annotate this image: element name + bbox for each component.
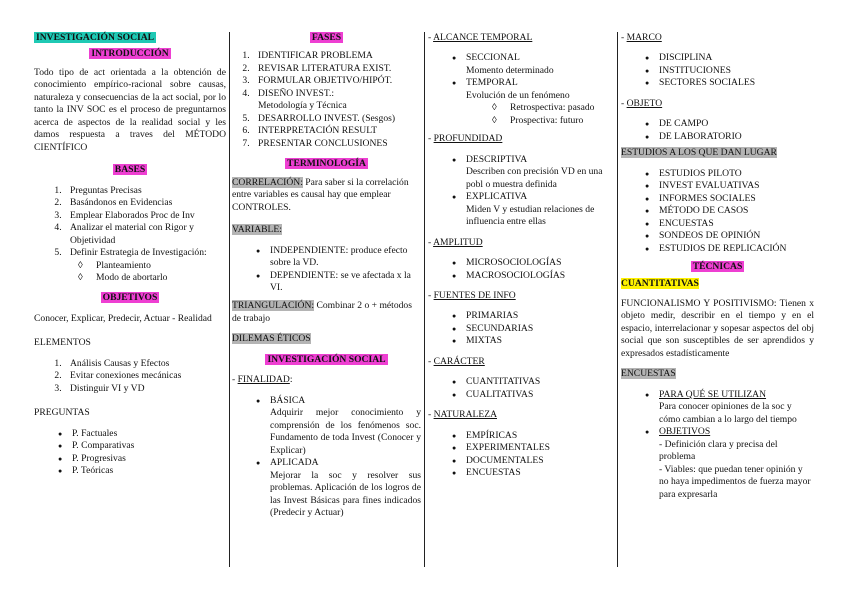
list-item: ● INSTITUCIONES xyxy=(647,65,814,77)
list-item: ● DEPENDIENTE: se ve afectada x la VI. xyxy=(258,270,421,295)
list-item: ● APLICADA Mejorar la soc y resolver sus problemas. Aplicación de los logros de las Invest Básicas para fines indicados (Predecir y Actuar) xyxy=(258,457,421,519)
objetivos-heading: OBJETIVOS xyxy=(102,292,158,304)
list-subitem: ◊ Planteamiento xyxy=(78,260,226,272)
list-item: ● ENCUESTAS xyxy=(454,467,613,479)
list-subitem: ◊ Retrospectiva: pasado xyxy=(492,102,613,114)
list-item: ● EXPLICATIVA Miden V y estudian relaciones de influencia entre ellas xyxy=(454,191,613,228)
dilemas-label: DILEMAS ÉTICOS xyxy=(232,333,311,345)
list-item: 5. DESARROLLO INVEST. (Sesgos) xyxy=(252,113,421,125)
list-subitem: ◊ Modo de abortarlo xyxy=(78,272,226,284)
fases-list xyxy=(232,50,421,150)
finalidad-list xyxy=(232,395,421,520)
list-item: 3. Emplear Elaborados Proc de Inv xyxy=(64,210,226,222)
fuentes-list xyxy=(428,310,613,347)
list-item: ● SONDEOS DE OPINIÓN xyxy=(647,230,814,242)
tecnicas-heading: TÉCNICAS xyxy=(692,261,743,273)
list-item: ● EXPERIMENTALES xyxy=(454,442,613,454)
objeto-list xyxy=(621,118,814,143)
list-item: ● ESTUDIOS DE REPLICACIÓN xyxy=(647,243,814,255)
list-item: 3. Distinguir VI y VD xyxy=(64,383,226,395)
caracter-heading: - CARÁCTER xyxy=(428,355,485,367)
list-item: 7. PRESENTAR CONCLUSIONES xyxy=(252,138,421,150)
list-item: ● ENCUESTAS xyxy=(647,218,814,230)
list-item: ● BÁSICA Adquirir mejor conocimiento y comprensión de los fenómenos soc. Fundamento de toda Invest (Conocer y Explicar) xyxy=(258,395,421,457)
alcance-heading: - ALCANCE TEMPORAL xyxy=(428,32,533,43)
list-item: ● TEMPORAL Evolución de un fenómeno ◊ Retrospectiva: pasado ◊ Prospectiva: futuro xyxy=(454,77,613,127)
list-item: 2. Basándonos en Evidencias xyxy=(64,197,226,209)
list-item: ● MACROSOCIOLOGÍAS xyxy=(454,270,613,282)
list-item: 2. Evitar conexiones mecánicas xyxy=(64,370,226,382)
amplitud-list xyxy=(428,257,613,282)
column-4 xyxy=(621,32,814,501)
caracter-list xyxy=(428,376,613,401)
objetivos-text: Conocer, Explicar, Predecir, Actuar - Realidad xyxy=(34,312,212,324)
list-item: ● P. Comparativas xyxy=(60,440,226,452)
list-item: ● CUALITATIVAS xyxy=(454,389,613,401)
profundidad-heading: - PROFUNDIDAD xyxy=(428,133,503,145)
fases-heading: FASES xyxy=(311,32,342,43)
fuentes-heading: - FUENTES DE INFO xyxy=(428,289,516,301)
column-2 xyxy=(232,32,421,519)
list-item: 1. IDENTIFICAR PROBLEMA xyxy=(252,50,421,62)
list-item: ● P. Progresivas xyxy=(60,453,226,465)
intro-heading: INTRODUCCIÓN xyxy=(91,48,169,60)
list-item: ● P. Factuales xyxy=(60,428,226,440)
list-item: ● DE CAMPO xyxy=(647,118,814,130)
list-item: ● SECTORES SOCIALES xyxy=(647,77,814,89)
list-item: ● EMPÍRICAS xyxy=(454,430,613,442)
column-divider-2 xyxy=(424,32,425,567)
profundidad-list xyxy=(428,154,613,229)
elementos-list xyxy=(34,358,226,395)
main-title: INVESTIGACIÓN SOCIAL xyxy=(36,32,155,43)
list-item: ● INVEST EVALUATIVAS xyxy=(647,180,814,192)
list-item: 2. REVISAR LITERATURA EXIST. xyxy=(252,63,421,75)
preguntas-heading: PREGUNTAS xyxy=(34,407,90,419)
estudios-list xyxy=(621,168,814,255)
correlacion-block: CORRELACIÓN: Para saber si la correlación entre variables es causal hay que emplear CONTROLES. xyxy=(232,176,409,213)
alcance-list xyxy=(428,52,613,127)
elementos-heading: ELEMENTOS xyxy=(34,337,91,349)
list-item: ● INFORMES SOCIALES xyxy=(647,193,814,205)
list-item: ● SECCIONAL Momento determinado xyxy=(454,52,613,77)
estudios-heading: ESTUDIOS A LOS QUE DAN LUGAR xyxy=(621,147,777,159)
list-item: 5. Definir Estrategia de Investigación: ◊ Planteamiento ◊ Modo de abortarlo xyxy=(64,247,226,284)
terminologia-heading: TERMINOLOGÍA xyxy=(287,158,366,170)
list-item: 3. FORMULAR OBJETIVO/HIPÓT. xyxy=(252,75,421,87)
column-1 xyxy=(34,32,226,478)
list-item: ● DESCRIPTIVA Describen con precisión VD en una pobl o muestra definida xyxy=(454,154,613,191)
column-divider-1 xyxy=(229,32,230,567)
list-item: ● ESTUDIOS PILOTO xyxy=(647,168,814,180)
column-3 xyxy=(428,32,613,480)
marco-heading: - MARCO xyxy=(621,32,662,43)
triangulacion-label: TRIANGULACIÓN: xyxy=(232,300,315,312)
list-item: 4. DISEÑO INVEST.: Metodología y Técnica xyxy=(252,88,421,113)
list-item: 1. Preguntas Precisas xyxy=(64,185,226,197)
bases-list xyxy=(34,185,226,285)
list-item: ● DISCIPLINA xyxy=(647,52,814,64)
finalidad-heading: - FINALIDAD: xyxy=(232,374,293,386)
list-item: 6. INTERPRETACIÓN RESULT xyxy=(252,125,421,137)
list-item: 4. Analizar el material con Rigor y Objetividad xyxy=(64,222,226,247)
column-divider-3 xyxy=(617,32,618,567)
list-item: ● CUANTITATIVAS xyxy=(454,376,613,388)
triangulacion-block: TRIANGULACIÓN: Combinar 2 o + métodos de trabajo xyxy=(232,300,412,324)
encuestas-list xyxy=(621,389,814,501)
correlacion-label: CORRELACIÓN: xyxy=(232,176,303,188)
list-item: ● INDEPENDIENTE: produce efecto sobre la VD. xyxy=(258,245,421,270)
marco-list xyxy=(621,52,814,89)
list-item: ● OBJETIVOS - Definición clara y precisa del problema - Viables: que puedan tener opinión y no haya impedimentos de fuerza mayor para expresarla xyxy=(647,426,814,501)
list-item: ● PRIMARIAS xyxy=(454,310,613,322)
variable-list xyxy=(232,245,421,295)
naturaleza-heading: - NATURALEZA xyxy=(428,409,498,421)
list-subitem: ◊ Prospectiva: futuro xyxy=(492,115,613,127)
cuantitativas-heading: CUANTITATIVAS xyxy=(621,277,699,289)
list-item: ● SECUNDARIAS xyxy=(454,323,613,335)
cuantitativas-text: FUNCIONALISMO Y POSITIVISMO: Tienen x objeto medir, describir en el tiempo y en el espacio, interrelacionar y sopesar aspectos del obj social que son susceptibles de ser aprendidos y expresados estadísticamente xyxy=(621,297,814,359)
list-item: ● P. Teóricas xyxy=(60,465,226,477)
list-item: ● MICROSOCIOLOGÍAS xyxy=(454,257,613,269)
inv-social-heading: INVESTIGACIÓN SOCIAL xyxy=(267,353,386,365)
bases-heading: BASES xyxy=(114,164,146,176)
preguntas-list xyxy=(34,428,226,478)
objeto-heading: - OBJETO xyxy=(621,97,663,109)
list-item: ● MÉTODO DE CASOS xyxy=(647,205,814,217)
naturaleza-list xyxy=(428,430,613,480)
encuestas-heading: ENCUESTAS xyxy=(621,368,676,380)
amplitud-heading: - AMPLITUD xyxy=(428,236,483,248)
variable-label: VARIABLE: xyxy=(232,224,282,236)
list-item: ● MIXTAS xyxy=(454,335,613,347)
list-item: ● DE LABORATORIO xyxy=(647,131,814,143)
list-item: ● DOCUMENTALES xyxy=(454,455,613,467)
intro-text: Todo tipo de act orientada a la obtención de conocimiento empírico-racional sobre causas, naturaleza y consecuencias de la act social, por lo tanto la INV SOC es el proceso de preguntarnos acerca de aspectos de la realidad social y les damos respuesta a traves del MÉTODO CIENTÍFICO xyxy=(34,66,226,153)
list-item: ● PARA QUÉ SE UTILIZAN Para conocer opiniones de la soc y cómo cambian a lo largo del tiempo xyxy=(647,389,814,426)
list-item: 1. Análisis Causas y Efectos xyxy=(64,358,226,370)
